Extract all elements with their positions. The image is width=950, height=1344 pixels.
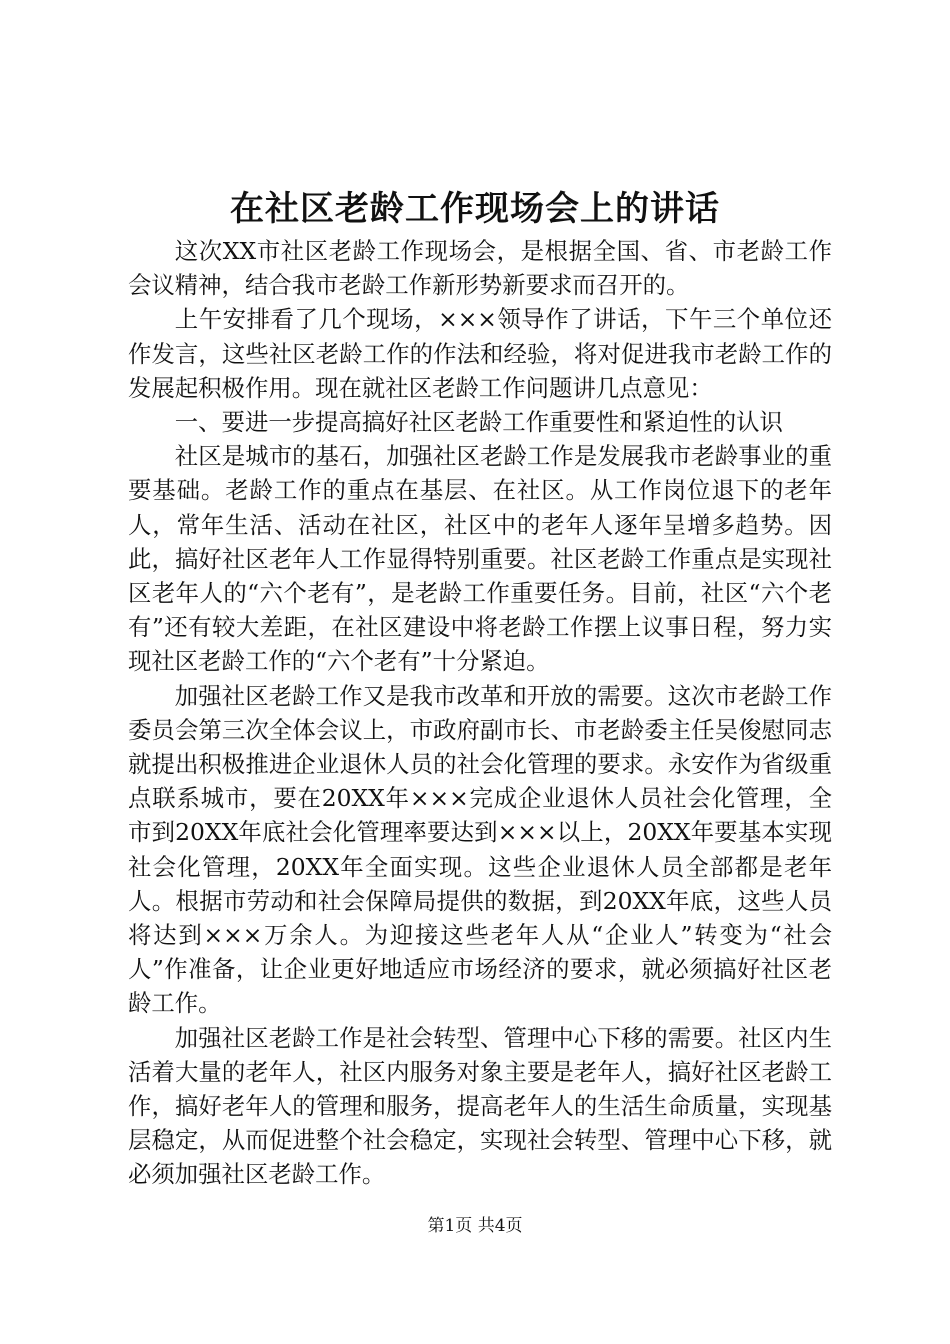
- document-title: 在社区老龄工作现场会上的讲话: [230, 189, 720, 229]
- paragraph-community-foundation: 社区是城市的基石，加强社区老龄工作是发展我市老龄事业的重要基础。老龄工作的重点在基层、在社区。从工作岗位退下的老年人，常年生活、活动在社区，社区中的老年人逐年呈增多趋势。因此，搞好社区老年人工作显得特别重要。社区老龄工作重点是实现社区老年人的“六个老有”，是老龄工作重要任务。目前，社区“六个老有”还有较大差距，在社区建设中将老龄工作摆上议事日程，努力实现社区老龄工作的“六个老有”十分紧迫。: [128, 442, 832, 676]
- document-body: [128, 234, 832, 1192]
- paragraph-morning-session: 上午安排看了几个现场，×××领导作了讲话，下午三个单位还作发言，这些社区老龄工作的作法和经验，将对促进我市老龄工作的发展起积极作用。现在就社区老龄工作问题讲几点意见：: [128, 305, 832, 402]
- paragraph-reform-opening: 加强社区老龄工作又是我市改革和开放的需要。这次市老龄工作委员会第三次全体会议上，市政府副市长、市老龄委主任吴俊慰同志就提出积极推进企业退休人员的社会化管理的要求。永安作为省级重点联系城市，要在20XX年×××完成企业退休人员社会化管理，全市到20XX年底社会化管理率要达到×××以上，20XX年要基本实现社会化管理，20XX年全面实现。这些企业退休人员全部都是老年人。根据市劳动和社会保障局提供的数据，到20XX年底，这些人员将达到×××万余人。为迎接这些老年人从“企业人”转变为“社会人”作准备，让企业更好地适应市场经济的要求，就必须搞好社区老龄工作。: [128, 681, 832, 1018]
- page-footer: 第1页 共4页: [427, 1216, 523, 1236]
- paragraph-social-transformation: 加强社区老龄工作是社会转型、管理中心下移的需要。社区内生活着大量的老年人，社区内服务对象主要是老年人，搞好社区老龄工作，搞好老年人的管理和服务，提高老年人的生活生命质量，实现基层稳定，从而促进整个社会稳定，实现社会转型、管理中心下移，就必须加强社区老龄工作。: [128, 1023, 832, 1189]
- section-heading-1: 一、要进一步提高搞好社区老龄工作重要性和紧迫性的认识: [174, 408, 783, 437]
- paragraph-intro: 这次XX市社区老龄工作现场会，是根据全国、省、市老龄工作会议精神，结合我市老龄工作新形势新要求而召开的。: [128, 237, 832, 300]
